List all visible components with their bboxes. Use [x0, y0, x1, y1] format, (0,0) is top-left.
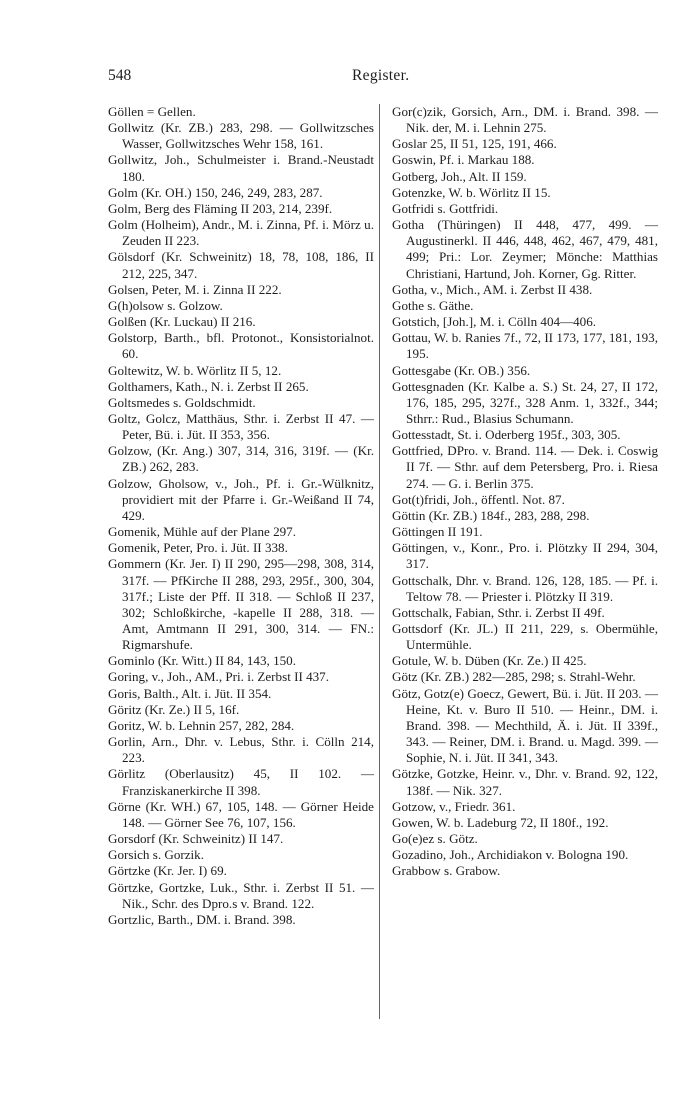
index-entry: Grabbow s. Grabow.: [392, 863, 501, 879]
index-entry: Goris, Balth., Alt. i. Jüt. II 354.: [108, 685, 272, 701]
index-entry: Goslar 25, II 51, 125, 191, 466.: [392, 136, 557, 152]
index-entry: Gominlo (Kr. Witt.) II 84, 143, 150.: [108, 653, 296, 669]
index-entry: Götz (Kr. ZB.) 282—285, 298; s. Strahl-Wehr.: [392, 669, 636, 685]
index-entry: Görtzke (Kr. Jer. I) 69.: [108, 863, 227, 879]
page-number: 548: [108, 67, 132, 84]
index-entry: Gotberg, Joh., Alt. II 159.: [392, 168, 527, 184]
index-entry: Goswin, Pf. i. Markau 188.: [392, 152, 535, 168]
index-entry: Görne (Kr. WH.) 67, 105, 148. — Görner Heide 148. — Görner See 76, 107, 156.: [108, 798, 374, 830]
index-entry: Gotha (Thüringen) II 448, 477, 499. — Augustinerkl. II 446, 448, 462, 467, 479, 481, 499; Pri.: Lor. Zeymer; Mönche: Matthias Christiani, Hartund, Joh. Korner, Gg. Ritter.: [392, 217, 658, 281]
index-entry: Goritz, W. b. Lehnin 257, 282, 284.: [108, 717, 295, 733]
index-entry: Gothe s. Gäthe.: [392, 297, 474, 313]
index-entry: Görlitz (Oberlausitz) 45, II 102. — Franziskanerkirche II 398.: [108, 766, 374, 798]
index-entry: G(h)olsow s. Golzow.: [108, 297, 223, 313]
index-entry: Gottschalk, Fabian, Sthr. i. Zerbst II 49f.: [392, 604, 605, 620]
index-entry: Gomenik, Mühle auf der Plane 297.: [108, 524, 296, 540]
index-entry: Gottsdorf (Kr. JL.) II 211, 229, s. Obermühle, Untermühle.: [392, 621, 658, 653]
index-entry: Gotha, v., Mich., AM. i. Zerbst II 438.: [392, 281, 593, 297]
index-entry: Gottschalk, Dhr. v. Brand. 126, 128, 185. — Pf. i. Teltow 78. — Priester i. Plötzky II 319.: [392, 572, 658, 604]
index-entry: Gottau, W. b. Ranies 7f., 72, II 173, 177, 181, 193, 195.: [392, 330, 658, 362]
index-entry: Golm (Holheim), Andr., M. i. Zinna, Pf. i. Mörz u. Zeuden II 223.: [108, 217, 374, 249]
index-entry: Gommern (Kr. Jer. I) II 290, 295—298, 308, 314, 317f. — PfKirche II 288, 293, 295f., 300, 304, 317f.; Liste der Pff. II 318. — Schloß II 237, 302; Schloßkirche, -kapelle II 288, 318. — Amt, Amtmann II 291, 300, 314. — FN.: Rigmarshufe.: [108, 556, 374, 653]
index-entry: Golm, Berg des Fläming II 203, 214, 239f.: [108, 200, 333, 216]
index-entry: Götz, Gotz(e) Goecz, Gewert, Bü. i. Jüt. II 203. — Heine, Kt. v. Buro II 510. — Heinr., DM. i. Brand. 398. — Mechthild, Ä. i. Jüt. II 339f., 343. — Reiner, DM. i. Brand. u. Magd. 399. — Sophie, N. i. Jüt. II 341, 343.: [392, 685, 658, 766]
index-entry: Golzow, (Kr. Ang.) 307, 314, 316, 319f. — (Kr. ZB.) 262, 283.: [108, 443, 374, 475]
index-entry: Gorsdorf (Kr. Schweinitz) II 147.: [108, 831, 284, 847]
index-entry: Gölsdorf (Kr. Schweinitz) 18, 78, 108, 186, II 212, 225, 347.: [108, 249, 374, 281]
index-entry: Gortzlic, Barth., DM. i. Brand. 398.: [108, 911, 296, 927]
index-entry: Golm (Kr. OH.) 150, 246, 249, 283, 287.: [108, 184, 323, 200]
index-entry: Got(t)fridi, Joh., öffentl. Not. 87.: [392, 491, 565, 507]
index-entry: Gollwitz, Joh., Schulmeister i. Brand.-Neustadt 180.: [108, 152, 374, 184]
right-column: [392, 104, 658, 880]
index-entry: Goring, v., Joh., AM., Pri. i. Zerbst II 437.: [108, 669, 330, 685]
index-entry: Goltewitz, W. b. Wörlitz II 5, 12.: [108, 362, 282, 378]
index-entry: Gomenik, Peter, Pro. i. Jüt. II 338.: [108, 540, 288, 556]
index-entry: Gotenzke, W. b. Wörlitz II 15.: [392, 184, 551, 200]
running-head: Register.: [352, 67, 410, 84]
index-entry: Gorsich s. Gorzik.: [108, 847, 205, 863]
index-entry: Göttin (Kr. ZB.) 184f., 283, 288, 298.: [392, 507, 590, 523]
index-entry: Gotzow, v., Friedr. 361.: [392, 798, 516, 814]
index-entry: Gotstich, [Joh.], M. i. Cölln 404—406.: [392, 314, 597, 330]
index-entry: Goltz, Golcz, Matthäus, Sthr. i. Zerbst II 47. — Peter, Bü. i. Jüt. II 353, 356.: [108, 410, 374, 443]
index-entry: Göritz (Kr. Ze.) II 5, 16f.: [108, 701, 240, 717]
index-entry: Gowen, W. b. Ladeburg 72, II 180f., 192.: [392, 814, 609, 830]
index-entry: Golstorp, Barth., bfl. Protonot., Konsistorialnot. 60.: [108, 330, 374, 362]
index-entry: Golzow, Gholsow, v., Joh., Pf. i. Gr.-Wülknitz, providiert mit der Pfarre i. Gr.-Weißand II 74, 429.: [108, 475, 374, 523]
left-column: [108, 104, 374, 928]
index-entry: Görtzke, Gortzke, Luk., Sthr. i. Zerbst II 51. — Nik., Schr. des Dpro.s v. Brand. 122.: [108, 879, 374, 911]
index-entry: Göllen = Gellen.: [108, 104, 196, 119]
index-entry: Göttingen, v., Konr., Pro. i. Plötzky II 294, 304, 317.: [392, 540, 658, 572]
index-entry: Go(e)ez s. Götz.: [392, 831, 478, 847]
index-entry: Golßen (Kr. Luckau) II 216.: [108, 314, 256, 330]
index-entry: Gozadino, Joh., Archidiakon v. Bologna 190.: [392, 847, 629, 863]
index-entry: Gottfried, DPro. v. Brand. 114. — Dek. i. Coswig II 7f. — Sthr. auf dem Petersberg, Pro. i. Riesa 274. — G. i. Berlin 375.: [392, 443, 658, 491]
index-entry: Gottesgabe (Kr. OB.) 356.: [392, 362, 531, 378]
index-entry: Gottesgnaden (Kr. Kalbe a. S.) St. 24, 27, II 172, 176, 185, 295, 327f., 328 Anm. 1, 332f., 344; Sthrr.: Rud., Blasius Schumann.: [392, 378, 658, 426]
index-entry: Goltsmedes s. Goldschmidt.: [108, 394, 256, 410]
index-entry: Gor(c)zik, Gorsich, Arn., DM. i. Brand. 398. — Nik. der, M. i. Lehnin 275.: [392, 104, 658, 136]
index-entry: Golthamers, Kath., N. i. Zerbst II 265.: [108, 378, 309, 394]
index-entry: Gollwitz (Kr. ZB.) 283, 298. — Gollwitzsches Wasser, Gollwitzsches Wehr 158, 161.: [108, 120, 374, 152]
column-divider: [379, 104, 380, 1019]
index-entry: Götzke, Gotzke, Heinr. v., Dhr. v. Brand. 92, 122, 138f. — Nik. 327.: [392, 766, 658, 798]
index-entry: Gottesstadt, St. i. Oderberg 195f., 303, 305.: [392, 427, 621, 443]
index-entry: Golsen, Peter, M. i. Zinna II 222.: [108, 281, 282, 297]
index-entry: Göttingen II 191.: [392, 524, 483, 540]
index-entry: Gorlin, Arn., Dhr. v. Lebus, Sthr. i. Cölln 214, 223.: [108, 734, 374, 766]
index-entry: Gotule, W. b. Düben (Kr. Ze.) II 425.: [392, 653, 587, 669]
index-entry: Gotfridi s. Gottfridi.: [392, 200, 499, 216]
